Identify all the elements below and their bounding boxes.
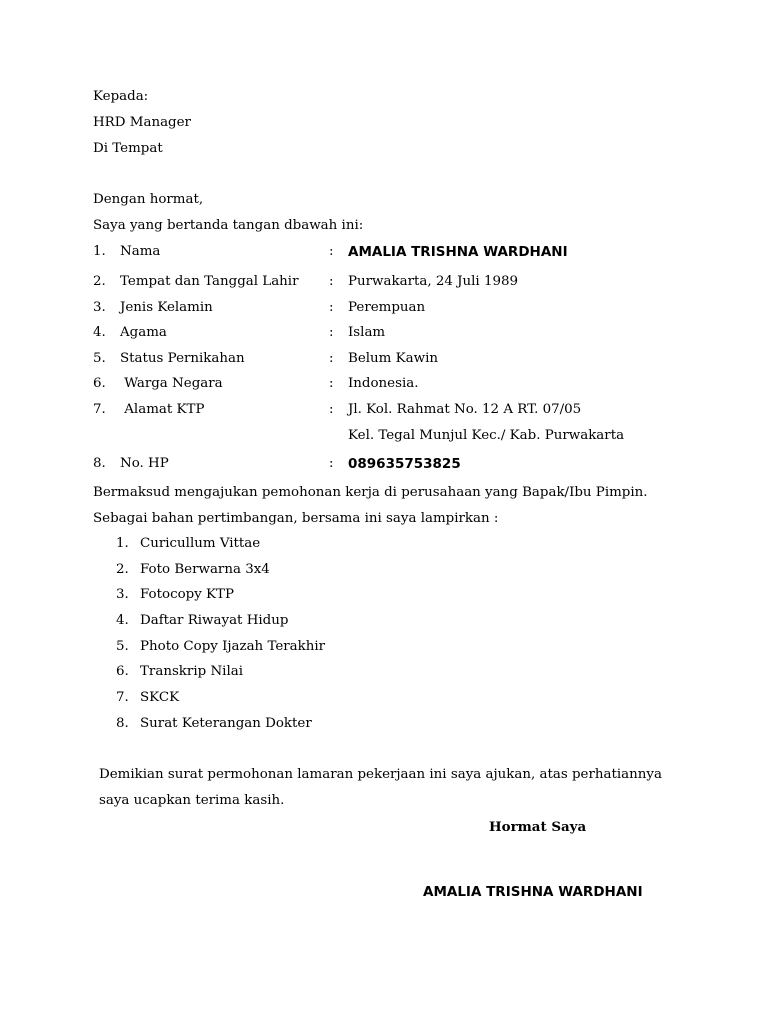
signature-name: AMALIA TRISHNA WARDHANI [423,884,643,900]
field-value: Kel. Tegal Munjul Kec./ Kab. Purwakarta [348,428,625,443]
field-row-birth [0,273,768,291]
attachment-text: Foto Berwarna 3x4 [140,562,270,577]
attachment-item [0,638,768,656]
attachment-text: Surat Keterangan Dokter [140,716,312,731]
field-value: Islam [348,325,386,340]
field-number: 7. [93,402,106,417]
field-label: Nama [120,244,161,259]
field-colon: : [329,244,334,259]
field-colon: : [329,376,334,391]
attachment-item [0,535,768,553]
purpose-text: Bermaksud mengajukan pemohonan kerja di perusahaan yang Bapak/Ibu Pimpin. [93,485,648,500]
attachment-item [0,715,768,733]
attachment-number: 2. [116,562,129,577]
field-value: Perempuan [348,300,426,315]
field-row-address [0,401,768,419]
field-number: 5. [93,351,106,366]
field-value: Indonesia. [348,376,419,391]
sign-off: Hormat Saya [489,819,587,835]
recipient-line: Kepada: [93,89,149,104]
attachment-item [0,586,768,604]
attachment-text: Transkrip Nilai [140,664,243,679]
field-label: Agama [120,325,167,340]
field-value: Jl. Kol. Rahmat No. 12 A RT. 07/05 [348,402,582,417]
attachment-number: 8. [116,716,129,731]
field-label: Tempat dan Tanggal Lahir [120,274,299,289]
field-colon: : [329,274,334,289]
field-number: 2. [93,274,106,289]
field-row-address-continued [0,427,768,445]
field-label: Jenis Kelamin [120,300,213,315]
field-label: Alamat KTP [120,402,205,417]
attachment-text: Photo Copy Ijazah Terakhir [140,639,326,654]
attachment-number: 1. [116,536,129,551]
field-number: 4. [93,325,106,340]
attachments-intro: Sebagai bahan pertimbangan, bersama ini saya lampirkan : [93,511,499,526]
field-row-phone [0,455,768,473]
field-label: Status Pernikahan [120,351,245,366]
field-row-citizenship [0,375,768,393]
field-row-religion [0,324,768,342]
attachment-number: 3. [116,587,129,602]
field-number: 8. [93,456,106,471]
field-value: 089635753825 [348,456,461,472]
field-colon: : [329,456,334,471]
attachment-item [0,663,768,681]
intro-text: Saya yang bertanda tangan dbawah ini: [93,218,364,233]
field-value: AMALIA TRISHNA WARDHANI [348,244,568,260]
attachment-text: SKCK [140,690,180,705]
closing-text: saya ucapkan terima kasih. [99,793,285,808]
field-colon: : [329,402,334,417]
field-number: 1. [93,244,106,259]
field-value: Purwakarta, 24 Juli 1989 [348,274,519,289]
closing-text: Demikian surat permohonan lamaran pekerjaan ini saya ajukan, atas perhatiannya [99,767,662,782]
attachment-text: Fotocopy KTP [140,587,234,602]
field-colon: : [329,300,334,315]
salutation: Dengan hormat, [93,192,204,207]
attachment-item [0,689,768,707]
field-row-gender [0,299,768,317]
attachment-text: Curicullum Vittae [140,536,261,551]
field-colon: : [329,351,334,366]
field-number: 6. [93,376,106,391]
field-label: No. HP [120,456,169,471]
field-value: Belum Kawin [348,351,438,366]
attachment-number: 6. [116,664,129,679]
recipient-line: HRD Manager [93,115,191,130]
attachment-number: 5. [116,639,129,654]
attachment-item [0,561,768,579]
attachment-item [0,612,768,630]
field-label: Warga Negara [120,376,223,391]
field-row-name [0,243,768,261]
recipient-line: Di Tempat [93,141,163,156]
attachment-number: 4. [116,613,129,628]
attachment-text: Daftar Riwayat Hidup [140,613,289,628]
field-row-marital [0,350,768,368]
attachment-number: 7. [116,690,129,705]
field-colon: : [329,325,334,340]
field-number: 3. [93,300,106,315]
